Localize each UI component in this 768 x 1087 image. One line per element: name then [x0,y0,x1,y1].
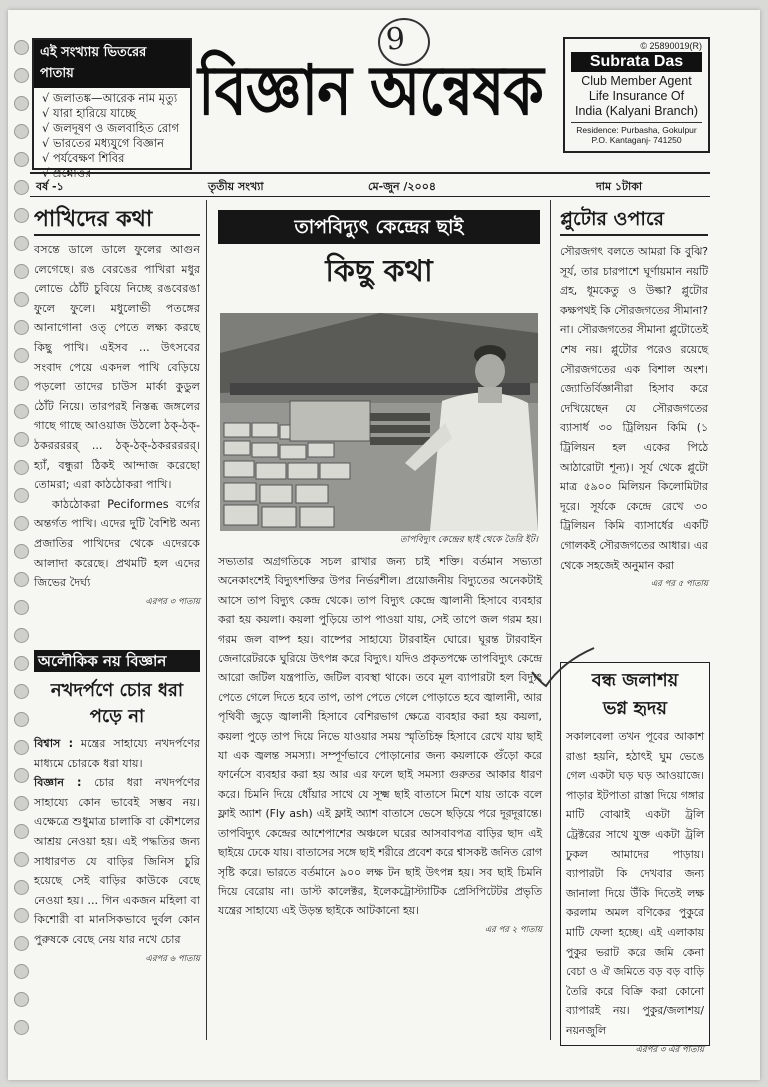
binder-hole [14,432,29,447]
pluto-article [560,204,708,595]
binder-hole [14,208,29,223]
issue-number: তৃতীয় সংখ্যা [208,180,264,193]
binder-hole [14,712,29,727]
photo-caption: তাপবিদ্যুৎ কেন্দ্রের ছাই থেকে তৈরি ইট। [399,535,538,545]
binder-hole [14,768,29,783]
ad-line: Life Insurance Of [588,89,685,103]
binder-hole [14,908,29,923]
masthead-title: বিজ্ঞান অন্বেষক [198,50,543,131]
ad-address-line: Residence: Purbasha, Gokulpur [576,125,697,135]
ad-line: Club Member Agent [581,74,692,88]
binder-hole [14,572,29,587]
binder-hole [14,96,29,111]
binder-hole [14,936,29,951]
miracle-title: নখদর্পণে চোর ধরা পড়ে না [50,680,184,727]
binder-hole [14,628,29,643]
ad-line: India (Kalyani Branch) [575,104,698,118]
flyash-paragraph: সভ্যতার অগ্রগতিকে সচল রাখার জন্য চাই শক্তি। বর্তমান সভ্যতা অনেকাংশেই বিদ্যুৎশক্তির উপর নির্ভরশীল। প্রয়োজনীয় বিদ্যুতের অনেকটাই আসে তাপ বিদ্যুৎ কেন্দ্র থেকে। তাপ বিদ্যুৎ কেন্দ্রে জ্বালানী হিসাবে ব্যবহার করা হয় কয়লা। কয়লা পুড়িয়ে তাপ পাওয়া যায়, সেই তাপে জল গরম হয়। গরম জল বাষ্প হয়। বাষ্পের সাহায্যে টারবাইন ঘোরে। ঘূরন্ত টারবাইন জেনারেটরকে ঘুরিয়ে উৎপন্ন করে বিদ্যুৎ। যদিও প্রকৃতপক্ষে তাপবিদ্যুৎ কেন্দ্রে আরো জটিল যন্ত্রপাতি, জটিল ব্যবস্থা থাকে। তবে মূল ব্যাপারটা হল বিদ্যুৎ পেতে গেলে দিতে হবে তাপ, তাপ পেতে গেলে পোড়াতে হবে জ্বালানী, আর পৃথিবী জুড়ে জ্বালানী হিসাবে বেশিরভাগ ক্ষেত্রে ব্যবহার করা হয় কয়লা, কয়লা পুড়ে তাপ দিয়ে নিভে যাওয়ার সময় স্মৃতিচিহ্ন হিসাবে রেখে যায় ছাই যা এক জ্বলন্ত সমস্যা। সম্পূর্ণভাবে পোড়ানোর জন্য কয়লাকে গুঁড়ো করে ফার্নেসে ব্যবহার করা হয় আর এর ফলে ছাই সমস্যা গুরুতর আকার ধারণ করে। চিমনি দিয়ে ধোঁয়ার সাথে যে সূক্ষ্ম ছাই বাতাসে মিশে যায় তাকে বলে ফ্লাই অ্যাশ (Fly ash) এই ফ্লাই অ্যাশ বাতাসে ভেসে ছড়িয়ে পরে দূরদূরান্তে। তাপবিদ্যুৎ কেন্দ্রের আশেপাশের অঞ্চলে ঘরের আসবাবপত্র বাড়ির ছাদ এই ছাইয়ে ঢেকে যায়। বাতাসের সঙ্গে ছাই শরীরে প্রবেশ করে শ্বাসকষ্ট জনিত রোগ সৃষ্টি করে। ভারতে বর্তমানে ৯০০ লক্ষ টন ছাই উৎপন্ন হয়। সব ছাই চিমনি দিয়ে বেরোয় না। ডাস্ট কালেক্টর, ইলেকট্রোস্ট্যাটিক প্রেসিপিটেটর প্রভৃতি যন্ত্রের সাহায্যে এই উড়ন্ত ছাইকে আটকানো হয়। [218,555,542,918]
contents-item: √ জলাতঙ্ক—আরেক নাম মৃত্যু [42,91,182,106]
column-divider [550,200,551,1040]
dateline-rule [30,196,710,197]
birds-continued: এরপর ৩ পাতায় [145,596,200,607]
binder-hole [14,600,29,615]
science-label: বিজ্ঞান : [34,776,82,790]
flyash-bricks-photo [220,313,538,531]
column-divider [206,200,207,1040]
binder-hole [14,516,29,531]
binder-hole [14,460,29,475]
pluto-continued: এর পর ৫ পাতায় [650,579,708,590]
binder-hole [14,656,29,671]
binder-hole [14,292,29,307]
pond-continued: এরপর ৩ এর পাতায় [635,1044,704,1055]
miracle-science [34,773,200,949]
handwritten-page-number: 9 [384,21,407,58]
binder-hole [14,740,29,755]
binder-hole [14,180,29,195]
binder-hole [14,880,29,895]
binder-hole [14,348,29,363]
ad-address [571,122,702,145]
binder-hole [14,124,29,139]
contents-item: √ যারা হারিয়ে যাচ্ছে [42,106,182,121]
flyash-article-body [218,552,542,940]
pond-paragraph: সকালবেলা তখন পূবের আকাশ রাঙা হয়নি, হঠাৎই ঘুম ভেঙে গেল একটা ঘড় ঘড় আওয়াজে। পাড়ার ইটপাতা রাস্তা দিয়ে গঙ্গার মাটি বোঝাই একটা ট্রলি ট্রেক্টরের সাথে যুক্ত একটা ট্রলি ঢুকল আমাদের পাড়ায়। ব্যাপারটা কি দেখবার জন্য জানালা দিয়ে উঁকি দিতেই লক্ষ করলাম অমল বণিকের পুকুরে মাটি ফেলা হচ্ছে। এই এলাকায় পুকুর ভরাট করে জমি কেনা বেচা ও ঐ জমিতে বড় বড় বাড়ি তৈরি করে বিক্রি করা কোনো ব্যাপারই নয়। পুকুর/জলাশয়/নয়নজুলি [566,730,704,1037]
binder-hole [14,544,29,559]
birds-paragraph: বসন্তে ডালে ডালে ফুলের আগুন লেগেছে। রঙ বেরঙের পাখিরা মধুর লোভে ঠোঁট চুবিয়ে নিচ্ছে রঙবেরঙা ফুলে ফুলে। মধুলোভী পতঙ্গের আনাগোনা ওত্ পেতে লক্ষ্য করছে কিছু পাখি। এইসব ... উৎসবের সংবাদ পেয়ে একদল পাখি বেড়িয়ে পড়লো তাদের চাউস মার্কা কুডুল ঠোঁট নিয়ে। তারপরই নিস্তব্ধ জঙ্গলের গাছে গাছে আওয়াজ উঠলো ঠক্-ঠক্-ঠকররররর্ ... ঠক্-ঠক্-ঠকররররর্। হ্যাঁ, বন্ধুরা ঠিকই আন্দাজ করেছো তোমরা; এরা কাঠঠোকরা পাখি। [34,243,200,492]
binder-hole [14,992,29,1007]
pond-title-1: বন্ধ জলাশয় [591,670,679,691]
birds-title: পাখিদের কথা [34,204,200,236]
binder-hole [14,684,29,699]
pond-body [561,727,709,1060]
photo-illustration [220,313,538,531]
belief-text: মন্ত্রের সাহায্যে নখদর্পণের মাধ্যমে চোরকে ধরা যায়। [34,737,200,770]
binder-hole [14,404,29,419]
miracle-article [34,650,200,969]
contents-item: √ ভারতের মধ্যযুগে বিজ্ঞান [42,136,182,151]
binder-hole [14,40,29,55]
birds-article [34,204,200,612]
pluto-title: প্লুটোর ওপারে [560,204,708,236]
belief-label: বিশ্বাস : [34,737,74,750]
contents-box [32,38,192,180]
binder-hole [14,264,29,279]
ad-address-line: P.O. Kantaganj- 741250 [591,135,682,145]
contents-item: √ জলদূষণ ও জলবাহিত রোগ [42,121,182,136]
binder-hole [14,152,29,167]
top-rule [30,172,710,174]
birds-paragraph: কাঠঠোকরা Peciformes বর্গের অন্তর্গত পাখি। এদের দুটি বৈশিষ্ট অন্য প্রজাতির পাখিদের থেকে এদেরকে আলাদা করেছে। প্রথমটি হল এদের জিভের দৈর্ঘ্য [34,497,200,590]
contents-item: √ প্রশ্নোত্তর [42,166,182,181]
flyash-subtitle: কিছু কথা [325,254,433,289]
pen-checkmark-icon [528,642,598,692]
binder-hole [14,852,29,867]
binder-hole [14,964,29,979]
issue-price: দাম ১টাকা [596,180,643,193]
advertisement-box [563,37,710,153]
binder-hole [14,796,29,811]
binder-hole [14,488,29,503]
science-text: চোর ধরা নখদর্পণের সাহায্যে কোন ভাবেই সম্ভব নয়। এক্ষেত্রে শুধুমাত্র চালাকি বা কৌশলের আশ্রয় নেওয়া হয়। এই পদ্ধতির জন্য সাধারণত যে বাড়ির জিনিস চুরি হয়েছে সেই বাড়ির কাউকে বেছে নেওয়া হয়। ... গিন একজন মহিলা বা কিশোরী বা মানসিকভাবে দুর্বল কোন পুরুষকে বেছে নেয় যার নখে চোর [34,776,200,946]
ad-phone: © 25890019(R) [640,41,702,51]
issue-date: মে-জুন /২০০৪ [368,180,436,193]
pluto-paragraph: সৌরজগৎ বলতে আমরা কি বুঝি? সূর্য, তার চারপাশে ঘূর্ণায়মান নয়টি গ্রহ, ধূমকেতু ও উল্কা? প্লুটোর কক্ষপথই কি সৌরজগতের সীমানা? না। সৌরজগতের সীমানা প্লুটোতেই শেষ নয়। প্লুটোর পরেও রয়েছে সৌরজগতের এক বিশাল অংশ। জ্যোতির্বিজ্ঞানীরা হিসাব করে দেখিয়েছেন যে সৌরজগতের ব্যাসার্ধ ৩০ ট্রিলিয়ন কিমি (১ ট্রিলিয়ন হল একের পিঠে আঠারোটা শূন্য)। সূর্য থেকে প্লুটো মাত্র ৫৯০০ মিলিয়ন কিলোমিটার দূরে। সূর্যকে কেন্দ্রে রেখে ৩০ ট্রিলিয়ন কিমি ব্যাসার্ধের একটি গোলকই সৌরজগতের আধার। এর থেকে সহজেই অনুমান করা [560,245,708,572]
pond-title-2: ভগ্ন হৃদয় [602,698,667,719]
flyash-banner: তাপবিদ্যুৎ কেন্দ্রের ছাই [218,210,540,244]
binder-hole [14,236,29,251]
miracle-banner: অলৌকিক নয় বিজ্ঞান [34,650,200,672]
issue-year: বর্ষ -১ [36,180,64,193]
flyash-continued: এর পর ২ পাতায় [484,924,542,935]
pond-article [560,662,710,1055]
binder-hole [14,68,29,83]
binder-hole [14,320,29,335]
binder-hole [14,1020,29,1035]
contents-item: √ পর্যবেক্ষণ শিবির [42,151,182,166]
miracle-belief [34,734,200,773]
binder-hole [14,824,29,839]
miracle-continued: এরপর ৬ পাতায় [145,953,200,964]
contents-list [34,91,190,181]
ad-name: Subrata Das [571,52,702,72]
contents-title: এই সংখ্যায় ভিতরের পাতায় [34,40,190,88]
binder-hole [14,376,29,391]
newspaper-page [8,10,760,1080]
